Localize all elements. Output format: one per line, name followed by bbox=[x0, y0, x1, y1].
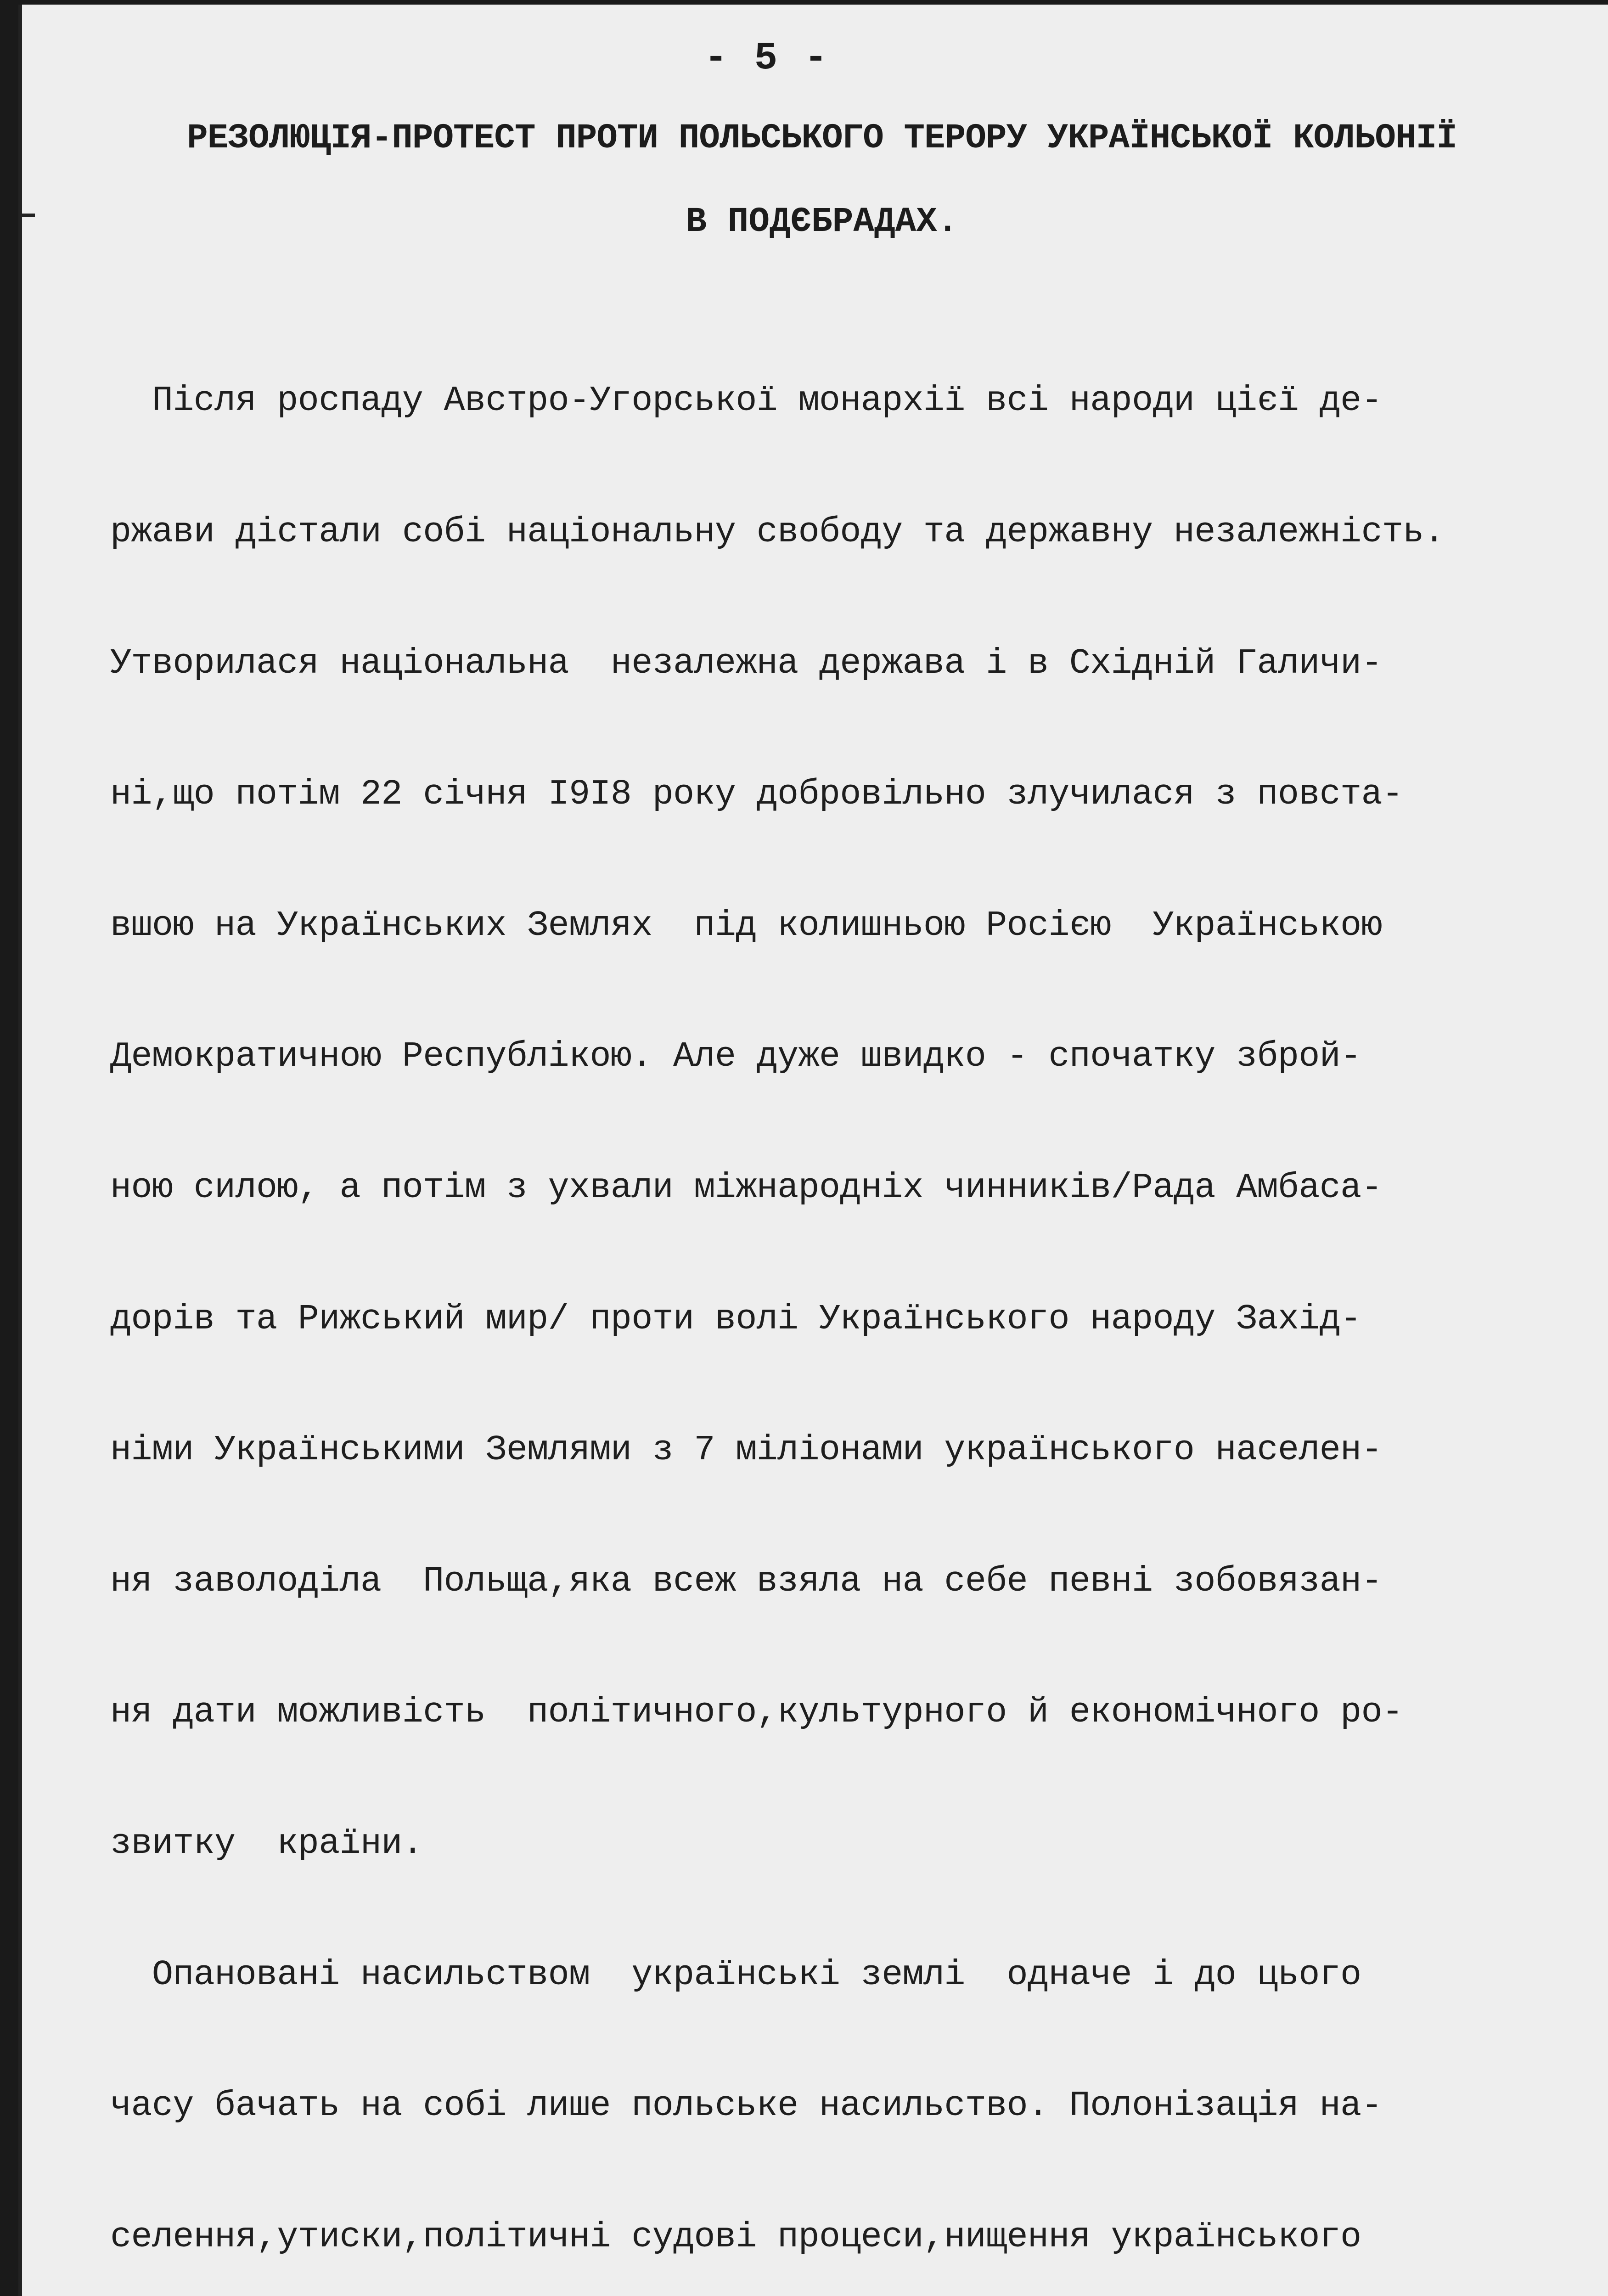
text-line: німи Українськими Землями з 7 міліонами українського населен- bbox=[110, 1430, 1382, 1471]
text-line: селення,утиски,політичні судові процеси,нищення українського bbox=[110, 2217, 1361, 2257]
text-line: ною силою, а потім з ухвали міжнародніх чинників/Рада Амбаса- bbox=[110, 1168, 1382, 1208]
text-line: ржави дістали собі національну свободу та державну незалежність. bbox=[110, 512, 1445, 552]
document-title-line-2: В ПОДЄБРАДАХ. bbox=[686, 202, 958, 242]
body-text bbox=[110, 292, 1602, 2296]
text-line: звитку країни. bbox=[110, 1823, 423, 1864]
text-line: ня заволоділа Польща,яка всеж взяла на себе певні зобовязан- bbox=[110, 1561, 1382, 1602]
document-title-line-1: РЕЗОЛЮЦІЯ-ПРОТЕСТ ПРОТИ ПОЛЬСЬКОГО ТЕРОРУ УКРАЇНСЬКОЇ КОЛЬОНІЇ bbox=[187, 118, 1457, 158]
text-line: Після роспаду Австро-Угорської монархії всі народи цієї де- bbox=[110, 381, 1382, 422]
text-line: Демократичною Республікою. Але дуже швидко - спочатку збрoй- bbox=[110, 1037, 1361, 1077]
margin-mark bbox=[21, 214, 35, 217]
document-page bbox=[18, 5, 1608, 2296]
page-number: - 5 - bbox=[704, 37, 830, 80]
text-line: вшою на Українських Землях під колишньою Росією Українською bbox=[110, 906, 1382, 946]
text-line: Опановані насильством українські землі одначе і до цього bbox=[110, 1955, 1361, 1995]
text-line: дорів та Рижський мир/ проти волі Українського народу Захід- bbox=[110, 1299, 1361, 1339]
page-edge-line bbox=[18, 5, 22, 2296]
text-line: часу бачать на собі лише польське насильство. Полонізація на- bbox=[110, 2086, 1382, 2127]
text-line: Утворилася національна незалежна держава і в Східній Галичи- bbox=[110, 643, 1382, 684]
text-line: ні,що потім 22 січня І9І8 року добровільно злучилася з повста- bbox=[110, 775, 1403, 815]
text-line: ня дати можливість політичного,культурного й економічного ро- bbox=[110, 1693, 1403, 1733]
